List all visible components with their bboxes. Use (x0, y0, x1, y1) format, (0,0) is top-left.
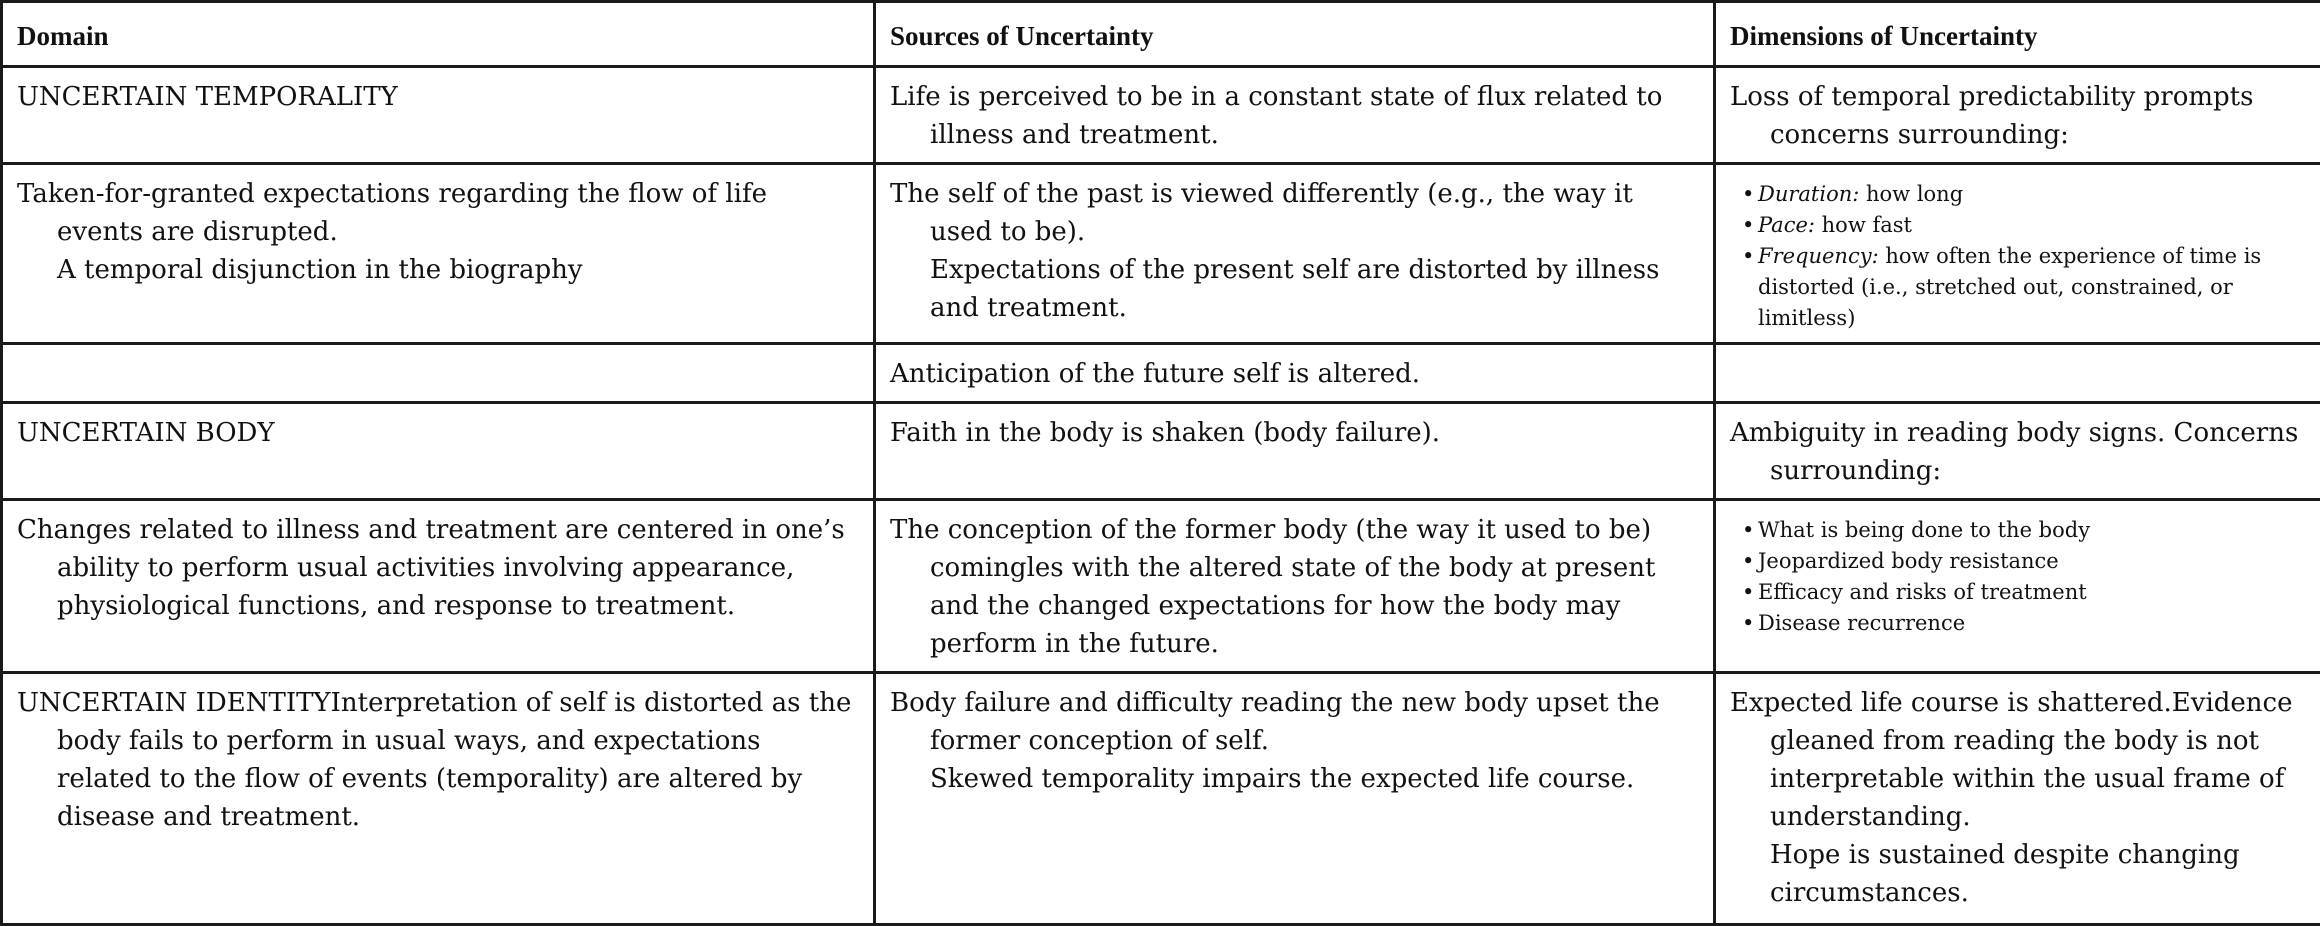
domain-cell (2, 673, 875, 925)
domain-text: UNCERTAIN IDENTITYInterpretation of self is distorted as the body fails to perform in usual ways, and expectations related to the flow of events (temporality) are altered by disease and treatment. (17, 684, 859, 836)
table-row (2, 403, 2320, 500)
dimension-detail: how often the experience of time is distorted (i.e., stretched out, constrained, or limitless) (1758, 244, 2261, 330)
sources-cell (875, 673, 1715, 925)
table-row (2, 673, 2320, 925)
domain-cell (2, 164, 875, 344)
dimensions-cell (1715, 164, 2320, 344)
table-header-row (2, 2, 2320, 67)
sources-cell (875, 403, 1715, 500)
domain-title: UNCERTAIN BODY (17, 414, 859, 452)
dimensions-cell (1715, 344, 2320, 403)
header-sources: Sources of Uncertainty (875, 2, 1715, 67)
source-text: Skewed temporality impairs the expected life course. (890, 760, 1699, 798)
dimension-detail: Efficacy and risks of treatment (1758, 580, 2087, 604)
dimension-bullet (1758, 577, 2306, 608)
domain-cell (2, 403, 875, 500)
domain-text: A temporal disjunction in the biography (17, 251, 859, 289)
table-row (2, 344, 2320, 403)
source-text: Faith in the body is shaken (body failure). (890, 414, 1699, 452)
source-text: Anticipation of the future self is altered. (890, 355, 1699, 393)
dimension-list (1730, 515, 2306, 639)
dimension-text: Loss of temporal predictability prompts concerns surrounding: (1730, 78, 2306, 154)
table-row (2, 164, 2320, 344)
dimension-detail: Disease recurrence (1758, 611, 1965, 635)
dimension-term: Frequency: (1758, 244, 1879, 268)
dimension-detail: how fast (1815, 213, 1912, 237)
table-row (2, 500, 2320, 673)
domain-cell (2, 67, 875, 164)
dimension-list (1730, 179, 2306, 334)
domain-cell (2, 344, 875, 403)
dimensions-cell (1715, 403, 2320, 500)
table-row (2, 67, 2320, 164)
dimension-detail: What is being done to the body (1758, 518, 2090, 542)
dimension-detail: how long (1859, 182, 1963, 206)
dimensions-cell (1715, 67, 2320, 164)
dimensions-cell (1715, 500, 2320, 673)
header-domain: Domain (2, 2, 875, 67)
dimension-text: Hope is sustained despite changing circumstances. (1730, 836, 2306, 912)
dimension-bullet (1758, 515, 2306, 546)
dimension-term: Pace: (1758, 213, 1815, 237)
dimension-detail: Jeopardized body resistance (1758, 549, 2059, 573)
dimension-bullet (1758, 241, 2306, 334)
domain-text: Taken-for-granted expectations regarding the flow of life events are disrupted. (17, 175, 859, 251)
sources-cell (875, 164, 1715, 344)
source-text: Life is perceived to be in a constant state of flux related to illness and treatment. (890, 78, 1699, 154)
sources-cell (875, 344, 1715, 403)
sources-cell (875, 67, 1715, 164)
dimensions-cell (1715, 673, 2320, 925)
dimension-bullet (1758, 608, 2306, 639)
dimension-text: Ambiguity in reading body signs. Concerns surrounding: (1730, 414, 2306, 490)
domain-cell (2, 500, 875, 673)
source-text: Body failure and difficulty reading the new body upset the former conception of self. (890, 684, 1699, 760)
domain-text: Changes related to illness and treatment are centered in one’s ability to perform usual activities involving appearance, physiological functions, and response to treatment. (17, 511, 859, 625)
header-dimensions: Dimensions of Uncertainty (1715, 2, 2320, 67)
source-text: The conception of the former body (the way it used to be) comingles with the altered state of the body at present and the changed expectations for how the body may perform in the future. (890, 511, 1699, 663)
source-text: The self of the past is viewed differently (e.g., the way it used to be). (890, 175, 1699, 251)
domain-title: UNCERTAIN TEMPORALITY (17, 78, 859, 116)
sources-cell (875, 500, 1715, 673)
dimension-bullet (1758, 179, 2306, 210)
dimension-bullet (1758, 210, 2306, 241)
dimension-text: Expected life course is shattered.Evidence gleaned from reading the body is not interpretable within the usual frame of understanding. (1730, 684, 2306, 836)
source-text: Expectations of the present self are distorted by illness and treatment. (890, 251, 1699, 327)
dimension-term: Duration: (1758, 182, 1859, 206)
dimension-bullet (1758, 546, 2306, 577)
